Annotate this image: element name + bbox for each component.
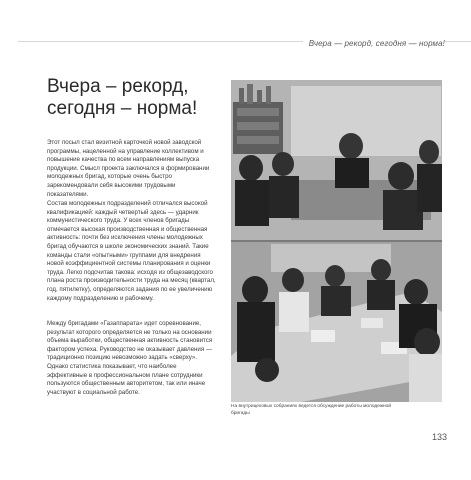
running-head: Вчера — рекорд, сегодня — норма! xyxy=(303,39,445,48)
paragraph-2: Состав молодежных подразделений отличался высокой квалификацией: каждый четвертый здесь — ударник коммунистического труда. У всех членов бригады отмечается высокая производственная и общественная активность: почти без исключения члены молодежных бригад обучаются в школе экономических знаний. Такие команды стали «опытными» группами для внедрения новой коэффициентной системы планирования и оценки труда. Легко подсчитав такова: исходя из общезаводского плана роста производительности труда на месяц (квартал, год, пятилетку), определяются задания по ее увеличению каждому подразделению и рабочему. xyxy=(47,200,216,302)
meeting-photo xyxy=(231,80,442,402)
paragraph-3: Между бригадами «Газаппарата» идет соревнование, результат которого определяется не только на основании объема выработки, общественная активность становится фактором успеха. Руководство не оказывает давления — традиционно позицию невозможно задать «сверху». Однако статистика показывает, что наиболее эффективные в профессиональном плане сотрудники пользуются общественным авторитетом, так или иначе участвуют в социальной работе. xyxy=(47,320,213,396)
paragraph-1: Этот посыл стал визитной карточкой новой заводской программы, нацеленной на управление коллективом и повышение качества по всем направлениям выпуска продукции. Смысл проекта заключался в формировании молодежных бригад, которые очень быстро зарекомендовали себя высокими трудовыми показателями. xyxy=(47,139,210,198)
chapter-title xyxy=(47,76,227,120)
page-number: 133 xyxy=(431,432,447,442)
title-line-1: Вчера – рекорд, xyxy=(47,76,189,97)
title-line-2: сегодня – норма! xyxy=(47,98,198,119)
photo-caption: На внутрицеховых собраниях ведется обсуждение работы молодежной бригады xyxy=(231,404,392,416)
